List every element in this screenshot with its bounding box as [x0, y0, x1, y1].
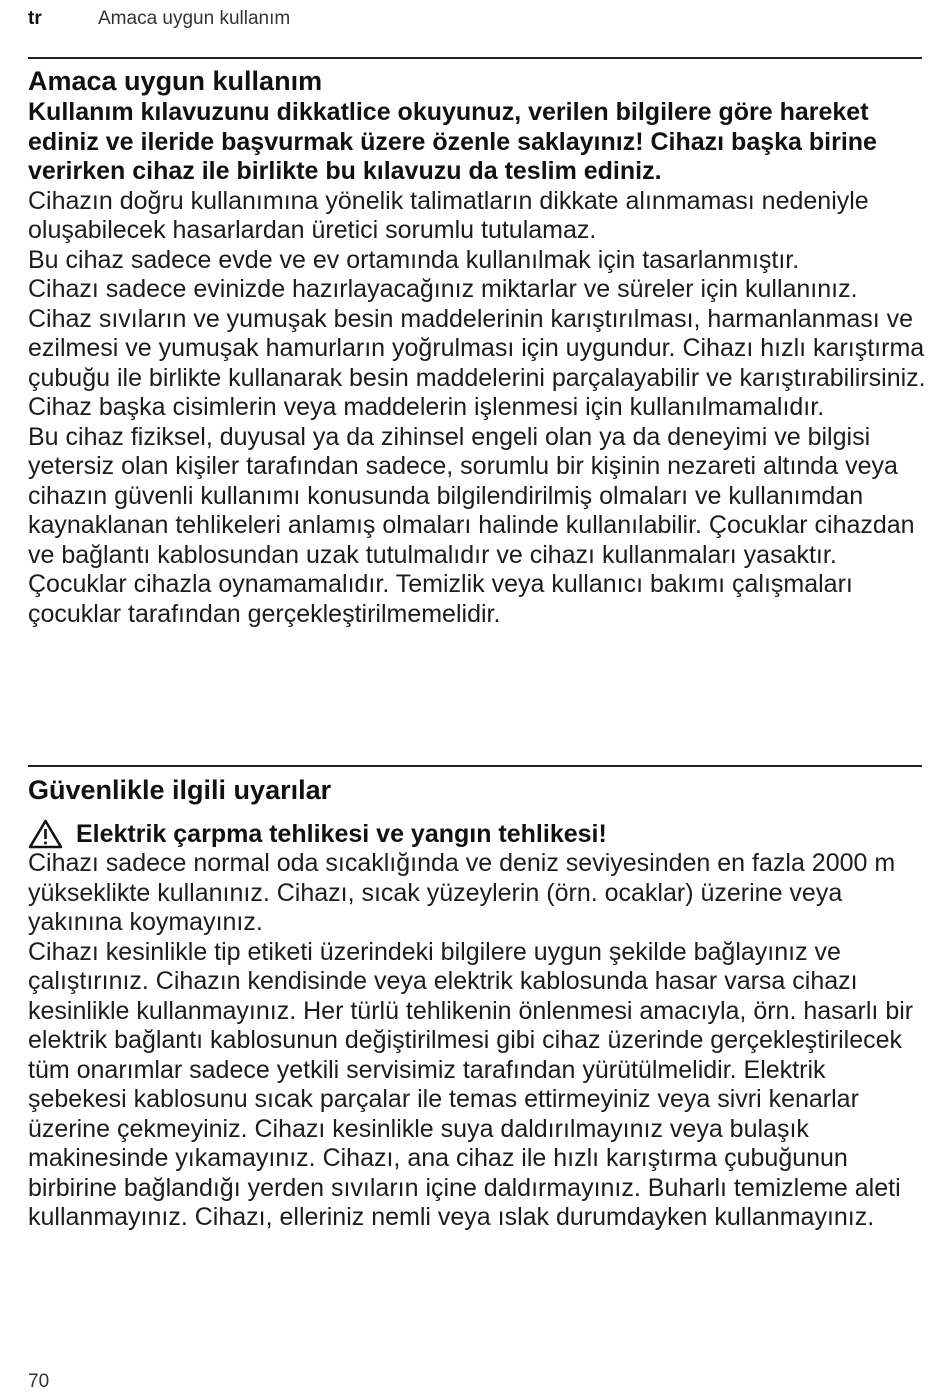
warning-heading: [28, 819, 928, 849]
running-header-title: Amaca uygun kullanım: [98, 8, 291, 29]
paragraph: Cihazı kesinlikle tip etiketi üzerindeki bilgilere uygun şekilde bağlayınız ve çalıştırınız. Cihazın kendisinde veya elektrik kablosunda hasar varsa cihazı kesinlikle kullanmayınız. Her türlü tehlikenin önlenmesi amacıyla, örn. hasarlı bir elektrik bağlantı kablosunun değiştirilmesi gibi cihaz üzerinde gerçekleştirilecek tüm onarımlar sadece yetkili servisimiz tarafından yürütülmelidir. Elektrik şebekesi kablosunu sıcak parçalar ile temas ettirmeyiniz veya sivri kenarlar üzerine çekmeyiniz. Cihazı kesinlikle suya daldırılmayınız veya bulaşık makinesinde yıkamayınız. Cihazı, ana cihaz ile hızlı karıştırma çubuğunun birbirine bağlandığı yerden sıvıların içine daldırmayınız. Buharlı temizleme aleti kullanmayınız. Cihazı, elleriniz nemli veya ıslak durumdayken kullanmayınız.: [28, 937, 914, 1231]
section-divider: [28, 765, 922, 767]
paragraph: Cihazın doğru kullanımına yönelik talimatların dikkate alınmaması nedeniyle oluşabilecek hasarlardan üretici sorumlu tutulamaz.: [28, 186, 869, 244]
section-safety-warnings: [28, 773, 928, 1233]
section-intended-use: [28, 64, 928, 629]
page-number: 70: [28, 1371, 50, 1392]
paragraph: Bu cihaz sadece evde ve ev ortamında kullanılmak için tasarlanmıştır.: [28, 245, 800, 274]
paragraph: Cihazı sadece evinizde hazırlayacağınız miktarlar ve süreler için kullanınız.: [28, 275, 858, 303]
paragraph: Cihaz sıvıların ve yumuşak besin maddelerinin karıştırılması, harmanlanması ve ezilmesi ve yumuşak hamurların yoğrulması için uygundur. Cihazı hızlı karıştırma çubuğu ile birlikte kullanarak besin maddelerini parçalayabilir ve karıştırabilirsiniz. Cihaz başka cisimlerin veya maddelerin işlenmesi için kullanılmamalıdır.: [28, 304, 926, 421]
language-code: tr: [28, 8, 42, 29]
warning-title: Elektrik çarpma tehlikesi ve yangın tehlikesi!: [76, 820, 607, 848]
intro-paragraph: Kullanım kılavuzunu dikkatlice okuyunuz, verilen bilgilere göre hareket ediniz ve ileride başvurmak üzere özenle saklayınız! Cihazı başka birine verirken cihaz ile birlikte bu kılavuzu da teslim ediniz.: [28, 98, 877, 185]
paragraph: Cihazı sadece normal oda sıcaklığında ve deniz seviyesinden en fazla 2000 m yükseklikte kullanınız. Cihazı, sıcak yüzeylerin (örn. ocaklar) üzerine veya yakınına koymayınız.: [28, 849, 896, 936]
section-title: Amaca uygun kullanım: [28, 66, 323, 96]
paragraph: Bu cihaz fiziksel, duyusal ya da zihinsel engeli olan ya da deneyimi ve bilgisi yetersiz olan kişiler tarafından sadece, sorumlu bir kişinin nezareti altında veya cihazın güvenli kullanımı konusunda bilgilendirilmiş olmaları ve kullanımdan kaynaklanan tehlikeleri anlamış olmaları halinde kullanılabilir. Çocuklar cihazdan ve bağlantı kablosundan uzak tutulmalıdır ve cihazı kullanmaları yasaktır. Çocuklar cihazla oynamamalıdır. Temizlik veya kullanıcı bakımı çalışmaları çocuklar tarafından gerçekleştirilmemelidir.: [28, 422, 915, 628]
section-divider: [28, 57, 922, 59]
warning-triangle-icon: [28, 819, 63, 849]
running-header: [28, 7, 291, 31]
section-title: Güvenlikle ilgili uyarılar: [28, 775, 332, 805]
